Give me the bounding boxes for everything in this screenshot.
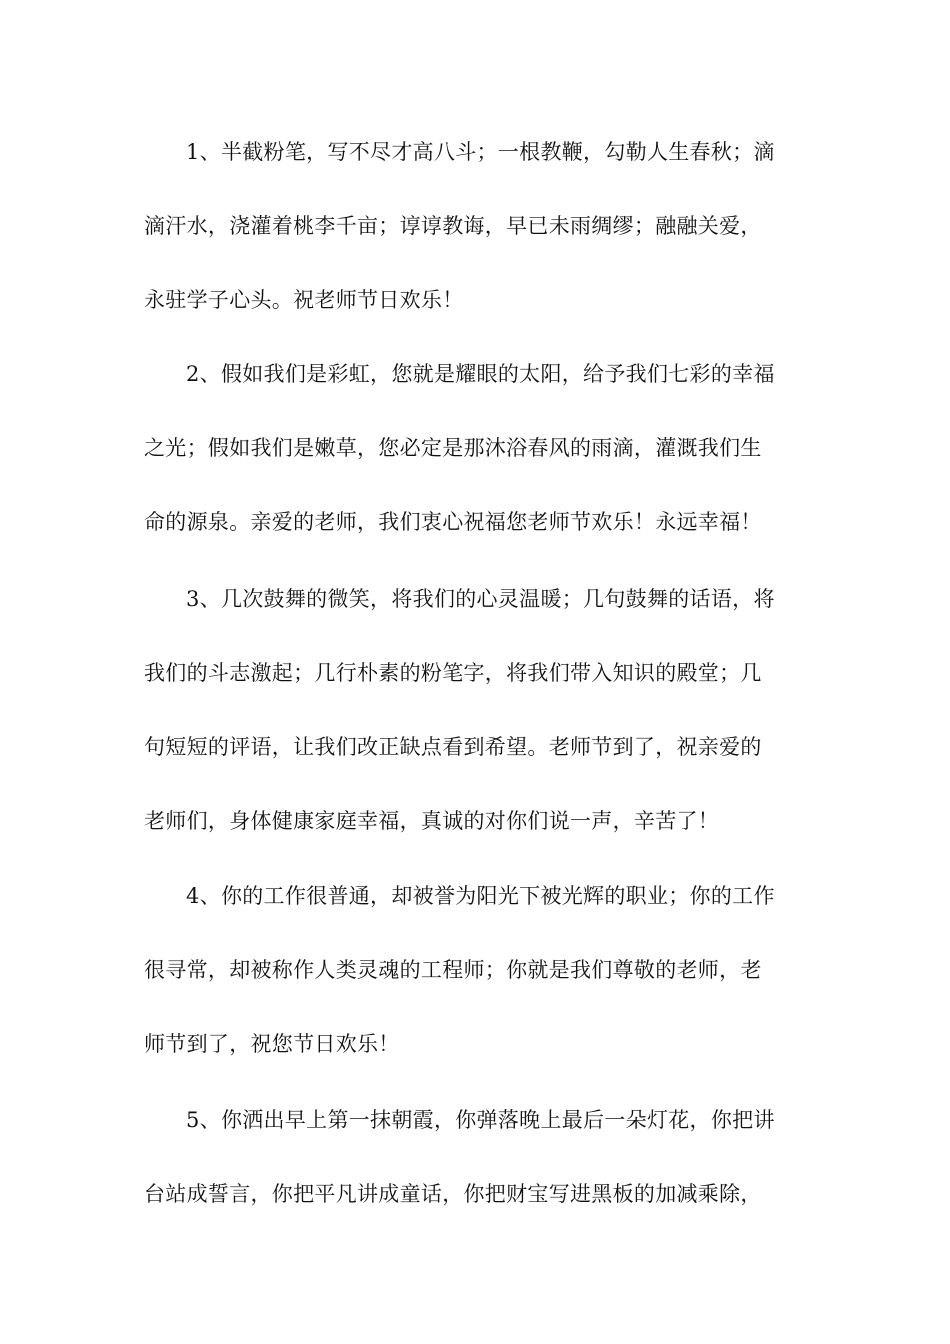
paragraph-3-line-2: 我们的斗志激起；几行朴素的粉笔字，将我们带入知识的殿堂；几 [144,661,762,685]
paragraph-2-line-1: 2、假如我们是彩虹，您就是耀眼的太阳，给予我们七彩的幸福 [186,362,775,386]
paragraph-2-line-2: 之光；假如我们是嫩草，您必定是那沐浴春风的雨滴，灌溉我们生 [144,436,762,460]
paragraph-4-line-3: 师节到了，祝您节日欢乐！ [144,1032,400,1056]
paragraph-5-line-1: 5、你洒出早上第一抹朝霞，你弹落晚上最后一朵灯花，你把讲 [186,1108,775,1132]
paragraph-1-line-1: 1、半截粉笔，写不尽才高八斗；一根教鞭，勾勒人生春秋；滴 [186,140,775,164]
paragraph-5-line-2: 台站成誓言，你把平凡讲成童话，你把财宝写进黑板的加减乘除， [144,1182,762,1206]
paragraph-3-line-4: 老师们，身体健康家庭幸福，真诚的对你们说一声，辛苦了！ [144,809,720,833]
paragraph-2-line-3: 命的源泉。亲爱的老师，我们衷心祝福您老师节欢乐！永远幸福！ [144,510,762,534]
paragraph-3-line-1: 3、几次鼓舞的微笑，将我们的心灵温暖；几句鼓舞的话语，将 [186,587,775,611]
paragraph-4-line-1: 4、你的工作很普通，却被誉为阳光下被光辉的职业；你的工作 [186,884,775,908]
paragraph-1-line-3: 永驻学子心头。祝老师节日欢乐！ [144,288,464,312]
paragraph-3-line-3: 句短短的评语，让我们改正缺点看到希望。老师节到了，祝亲爱的 [144,735,762,759]
paragraph-1-line-2: 滴汗水，浇灌着桃李千亩；谆谆教诲，早已未雨绸缪；融融关爱， [144,214,762,238]
paragraph-4-line-2: 很寻常，却被称作人类灵魂的工程师；你就是我们尊敬的老师，老 [144,958,762,982]
